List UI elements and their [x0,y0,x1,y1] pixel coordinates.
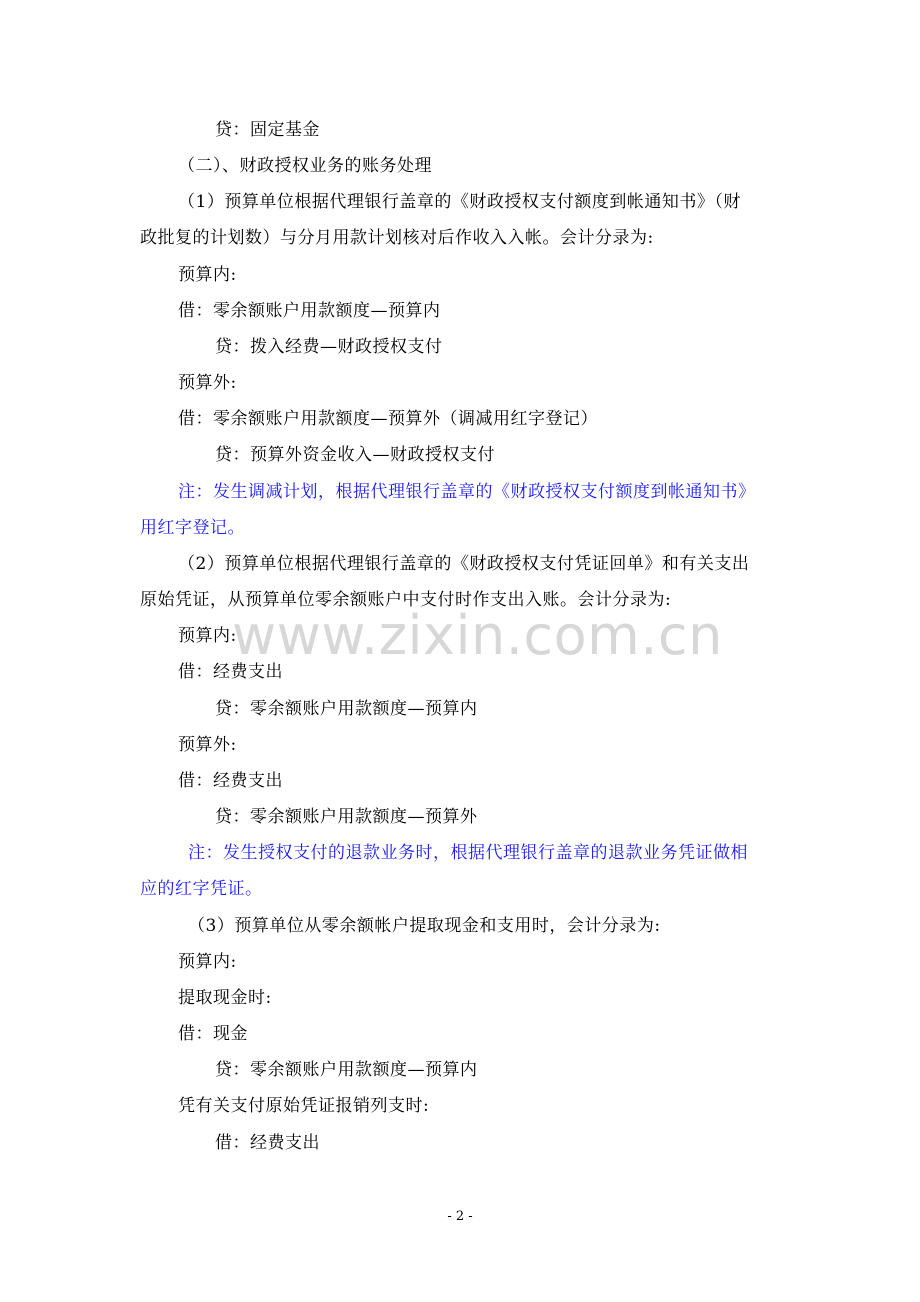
text-line: 贷：拨入经费—财政授权支付 [215,337,443,357]
text-line: 提取现金时: [178,988,272,1008]
text-line: 贷：固定基金 [215,120,320,140]
text-line: 预算内: [178,952,237,972]
text-line: 贷：零余额账户用款额度—预算外 [215,807,478,827]
text-line: 凭有关支付原始凭证报销列支时: [178,1096,430,1116]
text-line: 借：现金 [178,1024,248,1044]
text-line: 政批复的计划数）与分月用款计划核对后作收入入帐。会计分录为: [140,228,654,248]
text-line: 贷：零余额账户用款额度—预算内 [215,699,478,719]
text-line: 原始凭证，从预算单位零余额账户中支付时作支出入账。会计分录为: [140,590,672,610]
text-line: 借：零余额账户用款额度—预算外（调减用红字登记） [178,409,598,429]
text-line: 预算外: [178,373,237,393]
text-line: 借：经费支出 [178,771,283,791]
page-number: - 2 - [447,1209,473,1224]
text-line: 预算外: [178,735,237,755]
text-line: 借：经费支出 [215,1133,320,1153]
text-line: 借：零余额账户用款额度—预算内 [178,301,441,321]
text-line: （1）预算单位根据代理银行盖章的《财政授权支付额度到帐通知书》（财 [178,192,741,212]
text-line: （2）预算单位根据代理银行盖章的《财政授权支付凭证回单》和有关支出 [178,554,750,574]
note-line: 用红字登记。 [140,518,245,538]
note-line: 应的红字凭证。 [140,879,263,899]
note-line: 注：发生调减计划，根据代理银行盖章的《财政授权支付额度到帐通知书》 [178,482,756,502]
watermark: www.zixin.com.cn [232,604,723,667]
section-heading: （二）、财政授权业务的账务处理 [178,156,432,176]
text-line: 贷：零余额账户用款额度—预算内 [215,1060,478,1080]
text-line: 贷：预算外资金收入—财政授权支付 [215,445,495,465]
text-line: 预算内: [178,626,237,646]
note-line: 注：发生授权支付的退款业务时，根据代理银行盖章的退款业务凭证做相 [188,843,748,863]
text-line: 预算内: [178,265,237,285]
text-line: 借：经费支出 [178,662,283,682]
text-line: （3）预算单位从零余额帐户提取现金和支用时，会计分录为: [188,916,661,936]
